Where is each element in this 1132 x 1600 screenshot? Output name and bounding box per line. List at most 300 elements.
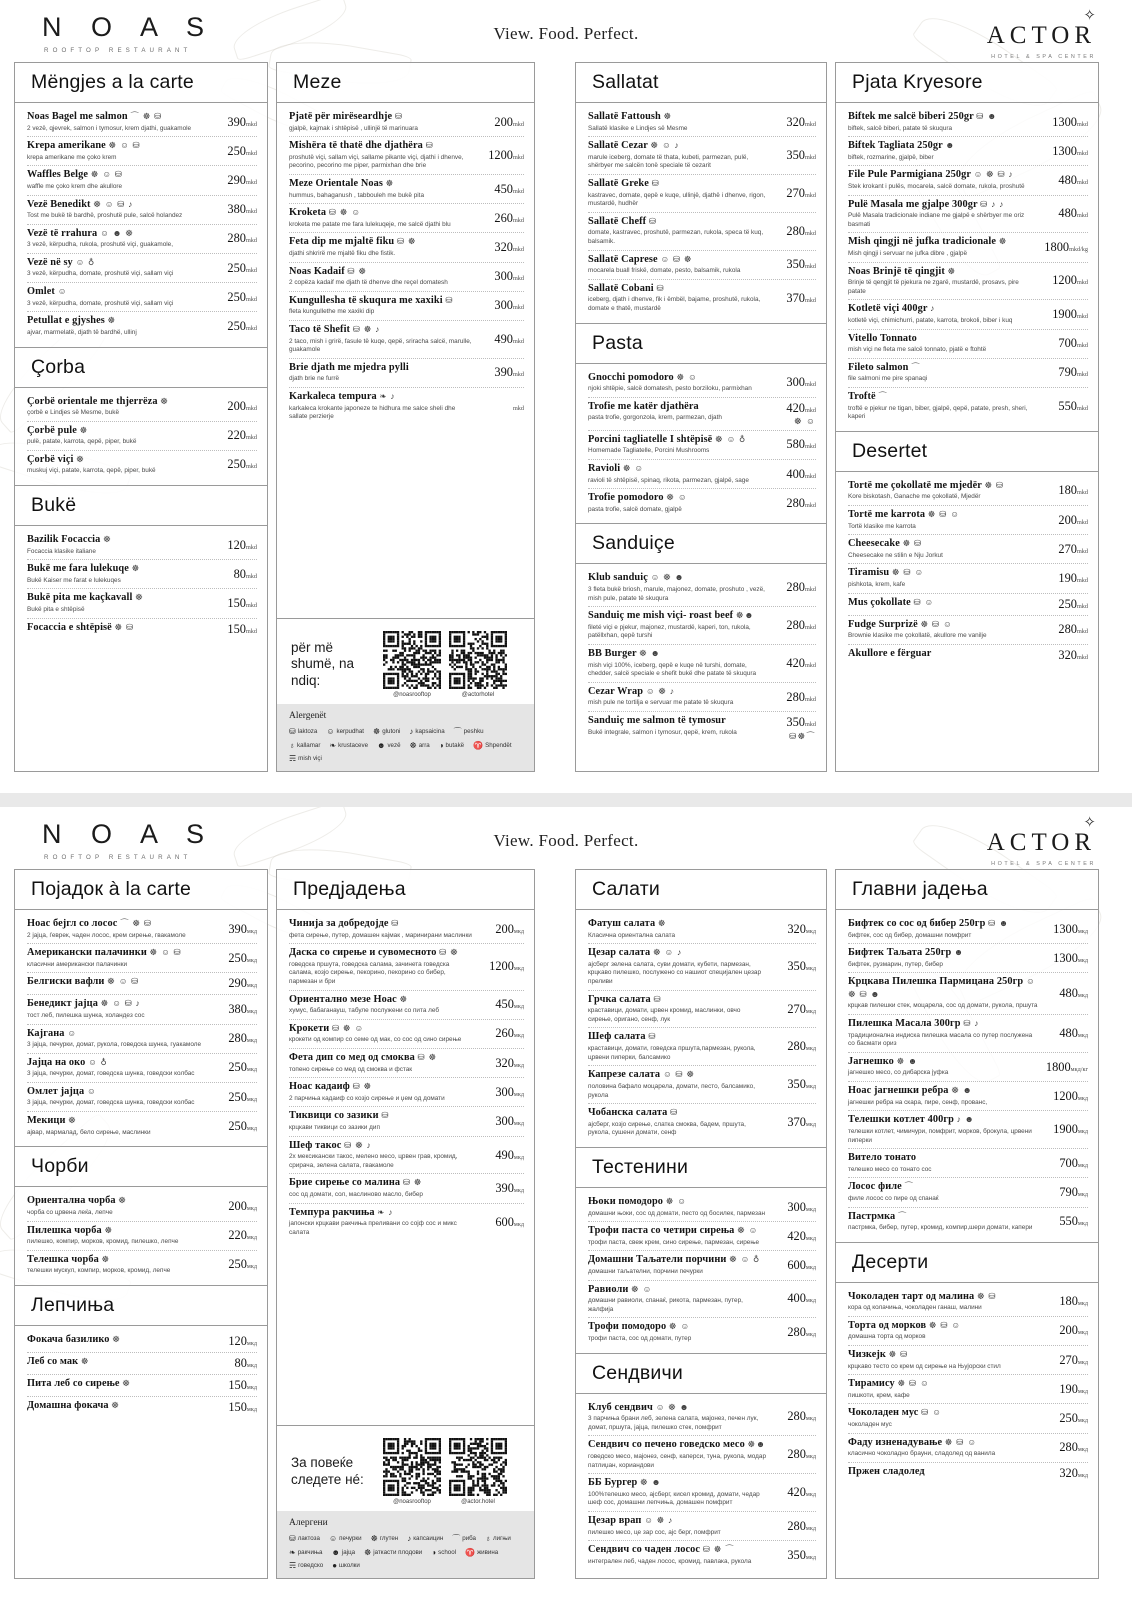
menu-item[interactable]: [588, 1512, 816, 1541]
menu-item[interactable]: [588, 431, 816, 460]
menu-item-main: [289, 324, 478, 355]
currency-label: мкд: [246, 1037, 257, 1045]
menu-item[interactable]: [27, 944, 257, 973]
menu-item-main: [588, 1031, 770, 1062]
menu-item[interactable]: [27, 196, 257, 225]
allergen-icons: ☺: [57, 286, 68, 297]
menu-item[interactable]: [848, 263, 1088, 301]
menu-item-price: 200mkd: [1058, 512, 1088, 527]
menu-item[interactable]: [848, 1346, 1088, 1375]
menu-item-description: marule iceberg, domate të thata, kubeti, parmezan, pulë, shërbyer me salcën tonë speciale të cezarit: [588, 153, 749, 170]
menu-item-main: [848, 1018, 1042, 1049]
menu-item[interactable]: [27, 108, 257, 137]
menu-item[interactable]: [27, 1192, 257, 1221]
menu-section: [15, 485, 267, 646]
menu-item[interactable]: [27, 312, 257, 340]
menu-item-price: 250mkd: [227, 143, 257, 158]
menu-item-name: Брие сирење со малина ⛁ ☸: [289, 1177, 423, 1189]
menu-item-description: фета сирење, путер, домашен кајмак , маринирани маслинки: [289, 931, 472, 939]
menu-item-price: 270mkd: [786, 185, 816, 200]
menu-item-main: [848, 1320, 1042, 1342]
currency-label: mkd: [245, 266, 257, 274]
menu-section: [15, 1146, 267, 1285]
menu-item-main: [289, 1207, 478, 1238]
menu-item-description: waffle me çoko krem dhe akullore: [27, 182, 123, 190]
menu-item[interactable]: [848, 1317, 1088, 1346]
allergen-icons: ⛁ ☺: [913, 596, 934, 607]
menu-item[interactable]: [588, 1193, 816, 1222]
menu-item[interactable]: [289, 108, 524, 137]
menu-item[interactable]: [848, 1015, 1088, 1053]
promo-block: [277, 618, 534, 771]
menu-item[interactable]: [289, 204, 524, 233]
menu-item-description: топено сирење со мед од смоква и фстак: [289, 1065, 413, 1073]
menu-item-price: 450mkd: [494, 181, 524, 196]
menu-item-description: pasta trofie, gorgonzola, krem, parmezan, djath: [588, 414, 722, 422]
currency-label: мкд: [1077, 1300, 1088, 1308]
currency-label: мкд: [1077, 1471, 1088, 1479]
menu-item[interactable]: [289, 1174, 524, 1203]
menu-item[interactable]: [588, 1066, 816, 1104]
menu-item[interactable]: [588, 369, 816, 398]
menu-item-name: Бенедикт јајца ☸ ☺ ⛁ ♪: [27, 998, 141, 1010]
menu-item-main: [848, 480, 1042, 502]
menu-item-description: крцкав пилешки стек, моцарела, сос од домати, рукола, пршута: [848, 1002, 1038, 1010]
menu-item-main: [588, 140, 770, 171]
menu-item[interactable]: [289, 944, 524, 990]
currency-label: mkd: [1076, 489, 1088, 497]
menu-item-name: Клуб сендвич ☺ ☸ ☻: [588, 1401, 690, 1413]
menu-item[interactable]: [588, 175, 816, 213]
menu-item-main: [848, 111, 1042, 133]
qr-code-block[interactable]: [449, 1438, 507, 1505]
currency-label: мкд: [513, 965, 524, 973]
menu-item-main: [27, 315, 211, 337]
menu-item[interactable]: [289, 233, 524, 262]
menu-item-main: [27, 592, 211, 614]
menu-item[interactable]: [588, 1474, 816, 1512]
menu-item[interactable]: [588, 108, 816, 137]
menu-item[interactable]: [289, 321, 524, 359]
currency-label: мкд: [805, 1205, 816, 1213]
currency-label: мкд: [246, 1007, 257, 1015]
currency-label: mkd: [512, 404, 524, 412]
menu-item-description: Stek krokant i pulës, mocarela, salcë domate, rukola, proshutë: [848, 182, 1025, 190]
menu-item[interactable]: [588, 607, 816, 645]
menu-item[interactable]: [289, 1137, 524, 1175]
menu-item[interactable]: [848, 477, 1088, 506]
menu-item[interactable]: [27, 1112, 257, 1140]
menu-item[interactable]: [588, 1028, 816, 1066]
allergen-icons: ⌒ ☸ ⛁: [130, 111, 163, 121]
menu-item[interactable]: [848, 645, 1088, 666]
menu-item-name: Fileto salmon ⌒: [848, 361, 921, 373]
menu-item-name: Biftek Tagliata 250gr ☻: [848, 140, 956, 152]
menu-item[interactable]: [848, 1288, 1088, 1317]
menu-item[interactable]: [588, 460, 816, 489]
section-items: [576, 1188, 826, 1353]
currency-label: мкд: [513, 1120, 524, 1127]
menu-item[interactable]: [289, 263, 524, 292]
menu-item-description: пастрмка, бибер, путер, кромид, компир,шери домати, капери: [848, 1224, 1033, 1232]
menu-item[interactable]: [27, 137, 257, 166]
section-title: Desertet: [836, 432, 1098, 472]
menu-item[interactable]: [588, 569, 816, 607]
menu-item-name: Tortë me karrota ☸ ⛁ ☺: [848, 508, 960, 520]
allergen-legend-item: [439, 741, 464, 750]
menu-item[interactable]: [848, 359, 1088, 388]
menu-item-description: јапонски крцкави ракчиња преливани со сојф сос и микс салата: [289, 1220, 457, 1236]
menu-item-price: 280mkd: [786, 618, 816, 633]
menu-item[interactable]: [27, 1251, 257, 1279]
page-tagline: View. Food. Perfect.: [493, 24, 639, 43]
currency-label: мкд: [805, 1524, 816, 1532]
allergen-icons: ☸ ☺ ⛁: [107, 976, 140, 987]
allergen-icons: ⌒ ☸ ⛁: [120, 918, 152, 928]
menu-item[interactable]: [848, 616, 1088, 645]
menu-item[interactable]: [848, 1375, 1088, 1404]
menu-item[interactable]: [848, 330, 1088, 359]
menu-section: [576, 523, 826, 751]
menu-item[interactable]: [848, 1053, 1088, 1082]
menu-item-name: Omlet ☺: [27, 286, 68, 298]
menu-item[interactable]: [848, 973, 1088, 1015]
menu-item-price: 180mkd: [1058, 483, 1088, 498]
menu-item[interactable]: [27, 1025, 257, 1054]
column-gap: [543, 869, 567, 1579]
allergen-legend-item: [485, 1533, 511, 1544]
menu-item[interactable]: [848, 300, 1088, 329]
allergen-icons: ♪ ☻: [956, 1114, 975, 1125]
menu-item[interactable]: [588, 645, 816, 683]
menu-item[interactable]: [588, 398, 816, 431]
menu-item-name: Mish qingji në jufka tradicionale ☸: [848, 236, 1008, 248]
menu-item[interactable]: [27, 283, 257, 312]
menu-item-price: 600мкд: [787, 1257, 816, 1272]
menu-item[interactable]: [289, 1020, 524, 1049]
menu-item[interactable]: [848, 137, 1088, 166]
allergen-icons: ☸ ☺ ♪: [650, 140, 680, 151]
menu-item-main: [289, 1023, 478, 1045]
menu-item-price: 120mkd: [227, 537, 257, 552]
menu-item[interactable]: [588, 683, 816, 712]
menu-item-description: Kore biskotash, Ganache me çokollatë, Mjedër: [848, 493, 981, 501]
follow-us-text: për më shumë, na ndiq:: [291, 640, 355, 688]
allergen-legend-items: [289, 726, 524, 763]
allergen-icons: ⛁: [656, 282, 665, 293]
qr-code-block[interactable]: [449, 631, 507, 698]
menu-item-price: 1200мкд: [489, 959, 524, 974]
allergen-icons: ♪: [930, 303, 936, 314]
menu-item[interactable]: [27, 393, 257, 422]
menu-item[interactable]: [588, 1222, 816, 1251]
menu-item[interactable]: [848, 1111, 1088, 1149]
menu-item[interactable]: [289, 137, 524, 175]
menu-item[interactable]: [27, 1083, 257, 1112]
menu-item[interactable]: [848, 1463, 1088, 1484]
menu-item[interactable]: [848, 108, 1088, 137]
currency-label: mkd: [804, 406, 816, 414]
allergen-icons: ☸ ☺ ♪: [652, 947, 683, 958]
menu-item[interactable]: [289, 1204, 524, 1241]
noas-tagline: ROOFTOP RESTAURANT: [44, 854, 192, 861]
menu-item[interactable]: [27, 619, 257, 640]
menu-item-name: Равиоли ☸ ☺: [588, 1283, 653, 1295]
menu-item-price: 250mkd: [227, 318, 257, 333]
menu-item-price: 1900mkd: [1052, 307, 1088, 321]
menu-item[interactable]: [588, 1104, 816, 1141]
menu-item[interactable]: [588, 944, 816, 990]
menu-item[interactable]: [848, 1404, 1088, 1433]
menu-item-price: 270mkd: [1058, 541, 1088, 556]
section-items: [576, 910, 826, 1147]
menu-item-main: [27, 140, 211, 162]
menu-item-price: 80mkd: [233, 566, 257, 581]
allergen-legend-item: [364, 1548, 422, 1557]
menu-item[interactable]: [848, 233, 1088, 262]
menu-section: [15, 870, 267, 1146]
qr-code-block[interactable]: [383, 1438, 441, 1505]
menu-item-price: 200мкд: [1059, 1323, 1088, 1338]
menu-item-main: [27, 1225, 211, 1247]
menu-item[interactable]: [27, 589, 257, 618]
menu-item-description: Класична ориентална салата: [588, 931, 676, 939]
menu-item[interactable]: [27, 1375, 257, 1397]
menu-item-main: [848, 509, 1042, 531]
menu-item-price: 490mkd: [494, 331, 524, 346]
menu-item-description: пилешко, компир, морков, кромид, пилешко, лепче: [27, 1238, 179, 1246]
menu-item[interactable]: [848, 915, 1088, 944]
menu-item[interactable]: [27, 166, 257, 195]
currency-label: mkd: [512, 216, 524, 224]
menu-item-description: kroketa me patate me fara lulekuqeje, me salcë djathi blu: [289, 220, 451, 228]
menu-item-main: [588, 1515, 770, 1537]
menu-item[interactable]: [588, 1251, 816, 1280]
menu-item[interactable]: [289, 292, 524, 321]
currency-label: mkd: [245, 602, 257, 610]
menu-item-description: пилешко месо, це зар сос, ајс берг, помфрит: [588, 1528, 721, 1536]
allergen-icons: ☸ ☺: [666, 492, 688, 503]
currency-label: мкд: [513, 1061, 524, 1069]
menu-item-description: mish viçi 100%, iceberg, qepë e kuqe në turshi, domate, chedder, salcë speciale e shefit bukë dhe patate të skuqura: [588, 661, 757, 678]
column-mains-sq: [835, 62, 1099, 772]
menu-item[interactable]: [27, 915, 257, 944]
menu-item[interactable]: [27, 973, 257, 995]
menu-item-price: 480мкд: [1059, 1026, 1088, 1041]
allergen-legend-item: [407, 1533, 443, 1544]
menu-item-name: Sallatë Cobani ⛁: [588, 282, 665, 294]
menu-item-price: 250мкд: [228, 950, 257, 965]
allergen-icons: ☸: [385, 178, 395, 189]
menu-item-name: Пита леб со сирење ☸: [27, 1377, 131, 1389]
menu-item-description: Bukë pita e shtëpisë: [27, 605, 85, 613]
menu-item[interactable]: [848, 535, 1088, 564]
menu-item[interactable]: [27, 1054, 257, 1083]
menu-item-name: Krepa amerikane ☸ ☺ ⛁: [27, 140, 141, 152]
qr-code-block[interactable]: [383, 631, 441, 698]
menu-item-name: Trofie me katër djathëra: [588, 400, 699, 412]
menu-item-description: Tortë klasike me karrota: [848, 522, 916, 530]
menu-item-main: [848, 567, 1042, 589]
menu-section: [576, 1353, 826, 1576]
noas-wordmark: N O A S: [42, 12, 216, 42]
menu-item-name: Brie djath me mjedra pylli: [289, 361, 409, 373]
poultry-icon: ♈: [473, 741, 484, 750]
menu-item[interactable]: [27, 1331, 257, 1353]
menu-item-price: 1200мкд: [1053, 1088, 1088, 1103]
menu-item-name: Домашни Таљатели порчини ☸ ☺ ♁: [588, 1254, 761, 1266]
menu-item-name: Jajца на око ☺ ♁: [27, 1056, 108, 1068]
menu-item-price: 250мкд: [228, 1118, 257, 1133]
menu-item-price: 320мкд: [495, 1055, 524, 1070]
menu-item[interactable]: [27, 451, 257, 479]
menu-item-name: Sallatë Cheff ⛁: [588, 215, 657, 227]
menu-item-price: 1800mkd/kg: [1044, 239, 1088, 254]
menu-item[interactable]: [27, 422, 257, 451]
menu-item[interactable]: [588, 489, 816, 517]
menu-item[interactable]: [848, 388, 1088, 425]
allergen-icons: ☸ ☺ ⛁: [90, 169, 123, 180]
menu-item[interactable]: [289, 388, 524, 425]
menu-item[interactable]: [27, 1353, 257, 1375]
menu-item-description: кора од колачиња, чоколаден ганаш, малини: [848, 1304, 982, 1312]
menu-item-description: Homemade Tagliatelle, Porcini Mushrooms: [588, 447, 710, 455]
menu-item[interactable]: [848, 944, 1088, 973]
menu-item-price: 480mkd: [1058, 172, 1088, 187]
menu-item[interactable]: [289, 175, 524, 204]
menu-item[interactable]: [588, 915, 816, 944]
menu-item-main: [848, 1152, 1042, 1174]
allergen-icons: ☸: [160, 395, 169, 406]
allergen-icons: ☸: [657, 918, 667, 928]
menu-item[interactable]: [588, 280, 816, 317]
menu-item[interactable]: [289, 359, 524, 388]
menu-item[interactable]: [588, 137, 816, 175]
menu-item-name: Омлет јајца ☺: [27, 1085, 97, 1097]
menu-section: [836, 431, 1098, 672]
menu-item[interactable]: [289, 915, 524, 944]
menu-item[interactable]: [588, 991, 816, 1029]
menu-item[interactable]: [848, 166, 1088, 195]
menu-item-price: 280mkd: [786, 689, 816, 704]
menu-item-name: Трофи помодоро ☸ ☺: [588, 1321, 690, 1333]
menu-item-description: muskuj viçi, patate, karrota, qepë, piper, bukë: [27, 467, 156, 475]
menu-item-main: [588, 994, 770, 1025]
menu-item-main: [289, 207, 478, 229]
beef-icon: ☴: [289, 754, 297, 763]
currency-label: mkd: [804, 381, 816, 389]
menu-item-description: 3 vezë, kërpudha, domate, proshutë viçi, sallam viçi: [27, 299, 174, 307]
menu-item-name: Feta dip me mjaltë fiku ⛁ ☸: [289, 236, 417, 248]
menu-item-main: [27, 1115, 211, 1137]
menu-item[interactable]: [848, 1178, 1088, 1207]
menu-item-description: Cheesecake ne stilin e Nju Jorkut: [848, 551, 943, 559]
currency-label: мкд: [805, 1453, 816, 1461]
menu-item[interactable]: [588, 251, 816, 280]
menu-item-main: [588, 1225, 770, 1247]
menu-item-price: 120мкд: [228, 1333, 257, 1348]
menu-item[interactable]: [588, 1281, 816, 1319]
menu-item-price: 390мкд: [495, 1181, 524, 1196]
currency-label: mkd: [804, 229, 816, 237]
menu-item[interactable]: [848, 1434, 1088, 1463]
menu-item[interactable]: [588, 712, 816, 745]
menu-item[interactable]: [289, 1107, 524, 1136]
menu-item[interactable]: [27, 560, 257, 589]
menu-item[interactable]: [27, 995, 257, 1024]
menu-item-description: djathi shkrirë me mjaltë fiku dhe fistik.: [289, 249, 396, 257]
currency-label: мкд: [246, 1361, 257, 1369]
menu-item-price: 280мкд: [787, 1447, 816, 1462]
menu-item[interactable]: [27, 531, 257, 560]
menu-item-name: Çorbë viçi ☸: [27, 453, 85, 465]
menu-item[interactable]: [848, 1149, 1088, 1178]
menu-item-price: 1200mkd: [1052, 273, 1088, 288]
menu-item-main: [848, 1378, 1042, 1400]
menu-section: [836, 63, 1098, 431]
menu-item[interactable]: [588, 1318, 816, 1346]
menu-item[interactable]: [588, 1541, 816, 1569]
menu-item-description: ајвар, мармалад, бело сирење, маслинки: [27, 1128, 151, 1136]
menu-item[interactable]: [27, 1222, 257, 1251]
menu-item-name: Ориентална чорба ☸: [27, 1195, 127, 1207]
menu-item[interactable]: [289, 1078, 524, 1107]
allergen-icons: ⛁ ☸: [347, 265, 367, 276]
menu-item[interactable]: [848, 1082, 1088, 1111]
menu-item-main: [27, 425, 211, 447]
menu-item-name: Sanduiç me salmon të tymosur: [588, 715, 726, 727]
currency-label: мкд: [805, 965, 816, 973]
allergen-label: лигњи: [493, 1535, 511, 1542]
menu-item-description: ajvar, marmelatë, djath të bardhë, ullinj: [27, 328, 137, 336]
menu-item[interactable]: [588, 1399, 816, 1437]
menu-item-description: јагнешко месо, со дибарска јуфка: [848, 1069, 949, 1077]
allergen-icons: ☺ ☸ ☻: [655, 1401, 690, 1412]
allergen-icons: ☸ ⛁ ☺: [928, 1319, 961, 1330]
menu-item[interactable]: [289, 991, 524, 1020]
menu-item-price: 80мкд: [234, 1355, 257, 1370]
menu-item-price: 1300mkd: [1052, 143, 1088, 158]
menu-item[interactable]: [848, 1208, 1088, 1236]
menu-item-main: [27, 1057, 211, 1079]
menu-item[interactable]: [848, 594, 1088, 616]
menu-item-description: biftek, salcë biberi, patate të skuqura: [848, 124, 953, 132]
menu-item[interactable]: [848, 506, 1088, 535]
menu-item[interactable]: [27, 225, 257, 254]
column-breakfast-sq: [14, 62, 268, 772]
menu-item-description: краставици, домати, говедска пршута,пармезан, рукола, црвени пиперки, балсамико: [588, 1045, 756, 1061]
menu-item-price: 320mkd: [494, 239, 524, 254]
menu-item-description: 3 јајца, печурки, домат, говедска шунка, говедски колбас: [27, 1099, 195, 1107]
menu-item[interactable]: [27, 254, 257, 283]
menu-item[interactable]: [27, 1397, 257, 1418]
allergen-icons: ☺ ☸ ☻: [650, 572, 685, 583]
menu-item-main: [848, 976, 1042, 1011]
menu-item[interactable]: [289, 1049, 524, 1078]
menu-item-main: [588, 648, 770, 679]
menu-item-name: Kotletë viçi 400gr ♪: [848, 303, 936, 315]
menu-item-main: [848, 947, 1042, 969]
menu-item-description: телешки мускул, компир, морков, кромид, лепче: [27, 1267, 171, 1275]
menu-item[interactable]: [848, 196, 1088, 234]
allergen-icons: ☸ ⛁: [984, 479, 1004, 490]
qr-code-handle: @noasrooftop: [393, 1499, 431, 1505]
menu-item[interactable]: [588, 1436, 816, 1474]
menu-item-price: 260mkd: [494, 210, 524, 225]
currency-label: мкд: [805, 1415, 816, 1423]
menu-item[interactable]: [588, 213, 816, 251]
menu-item[interactable]: [848, 564, 1088, 593]
